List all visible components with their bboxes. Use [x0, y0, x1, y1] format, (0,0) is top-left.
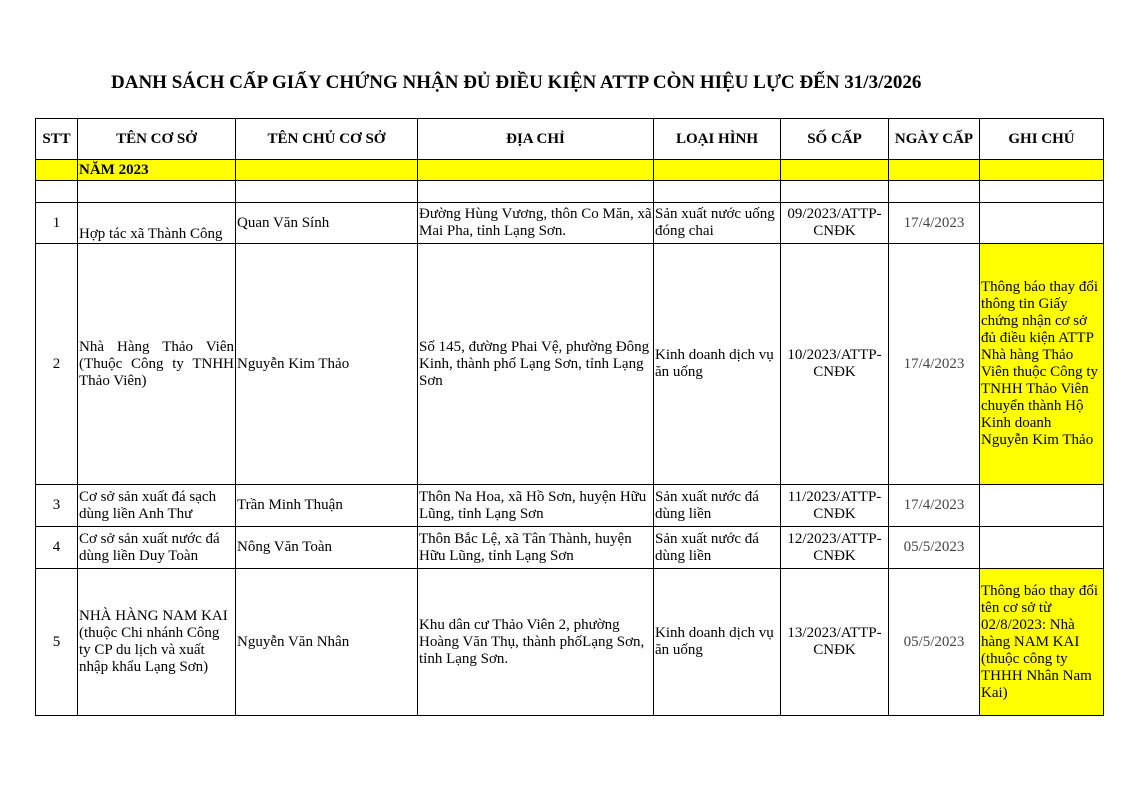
header-so-cap: SỐ CẤP [781, 119, 889, 160]
cell-loai-hinh: Kinh doanh dịch vụ ăn uống [654, 569, 781, 716]
table-row [36, 527, 1104, 569]
cell-ten-co-so: Hợp tác xã Thành Công [78, 203, 236, 244]
blank-row [36, 181, 1104, 203]
cell-dia-chi: Đường Hùng Vương, thôn Co Măn, xã Mai Pha, tỉnh Lạng Sơn. [418, 203, 654, 244]
cell-ten-chu-co-so: Quan Văn Sính [236, 203, 418, 244]
header-loai-hinh: LOẠI HÌNH [654, 119, 781, 160]
cell-so-cap: 09/2023/ATTP-CNĐK [781, 203, 889, 244]
header-dia-chi: ĐỊA CHỈ [418, 119, 654, 160]
cell-dia-chi: Thôn Bắc Lệ, xã Tân Thành, huyện Hữu Lũng, tỉnh Lạng Sơn [418, 527, 654, 569]
cell-ngay-cap: 17/4/2023 [889, 203, 980, 244]
cell-stt: 2 [36, 244, 78, 485]
header-ten-chu-co-so: TÊN CHỦ CƠ SỞ [236, 119, 418, 160]
table-row [36, 569, 1104, 716]
cell-stt: 5 [36, 569, 78, 716]
cell-ghi-chu [980, 485, 1104, 527]
header-ngay-cap: NGÀY CẤP [889, 119, 980, 160]
cell-ten-co-so: Nhà Hàng Thảo Viên (Thuộc Công ty TNHH Thảo Viên) [78, 244, 236, 485]
year-group-row [36, 160, 1104, 181]
cell-dia-chi: Số 145, đường Phai Vệ, phường Đông Kinh, thành phố Lạng Sơn, tỉnh Lạng Sơn [418, 244, 654, 485]
cell-ngay-cap: 05/5/2023 [889, 569, 980, 716]
cell-ten-chu-co-so: Trần Minh Thuận [236, 485, 418, 527]
cell-ngay-cap: 17/4/2023 [889, 244, 980, 485]
table-header-row [36, 119, 1104, 160]
cell-so-cap: 11/2023/ATTP-CNĐK [781, 485, 889, 527]
table-row [36, 203, 1104, 244]
table-row [36, 485, 1104, 527]
header-stt: STT [36, 119, 78, 160]
cell-ten-chu-co-so: Nguyễn Kim Thảo [236, 244, 418, 485]
cell-so-cap: 10/2023/ATTP-CNĐK [781, 244, 889, 485]
cell-ten-co-so: Cơ sở sản xuất nước đá dùng liền Duy Toàn [78, 527, 236, 569]
certificate-table [35, 118, 1104, 716]
cell-so-cap: 12/2023/ATTP-CNĐK [781, 527, 889, 569]
cell-loai-hinh: Sản xuất nước uống đóng chai [654, 203, 781, 244]
cell-dia-chi: Thôn Na Hoa, xã Hồ Sơn, huyện Hữu Lũng, tỉnh Lạng Sơn [418, 485, 654, 527]
cell-stt: 4 [36, 527, 78, 569]
cell-ghi-chu: Thông báo thay đổi tên cơ sở từ 02/8/2023: Nhà hàng NAM KAI (thuộc công ty THHH Nhân Nam Kai) [980, 569, 1104, 716]
cell-stt: 3 [36, 485, 78, 527]
year-label: NĂM 2023 [78, 160, 236, 181]
cell-stt: 1 [36, 203, 78, 244]
cell-ghi-chu: Thông báo thay đổi thông tin Giấy chứng nhận cơ sở đủ điều kiện ATTP Nhà hàng Thảo Viên thuộc Công ty TNHH Thảo Viên chuyển thành Hộ Kinh doanh Nguyễn Kim Thảo [980, 244, 1104, 485]
cell-loai-hinh: Kinh doanh dịch vụ ăn uống [654, 244, 781, 485]
cell-loai-hinh: Sản xuất nước đá dùng liền [654, 485, 781, 527]
cell-ngay-cap: 17/4/2023 [889, 485, 980, 527]
cell-dia-chi: Khu dân cư Thảo Viên 2, phường Hoàng Văn Thụ, thành phốLạng Sơn, tỉnh Lạng Sơn. [418, 569, 654, 716]
header-ghi-chu: GHI CHÚ [980, 119, 1104, 160]
table-row [36, 244, 1104, 485]
cell-ten-co-so: Cơ sở sản xuất đá sạch dùng liền Anh Thư [78, 485, 236, 527]
cell-ten-chu-co-so: Nguyễn Văn Nhân [236, 569, 418, 716]
cell-ten-chu-co-so: Nông Văn Toàn [236, 527, 418, 569]
cell-so-cap: 13/2023/ATTP-CNĐK [781, 569, 889, 716]
cell-ngay-cap: 05/5/2023 [889, 527, 980, 569]
document-title: DANH SÁCH CẤP GIẤY CHỨNG NHẬN ĐỦ ĐIỀU KIỆN ATTP CÒN HIỆU LỰC ĐẾN 31/3/2026 [111, 72, 922, 93]
cell-loai-hinh: Sản xuất nước đá dùng liền [654, 527, 781, 569]
header-ten-co-so: TÊN CƠ SỞ [78, 119, 236, 160]
cell-ten-co-so: NHÀ HÀNG NAM KAI (thuộc Chi nhánh Công ty CP du lịch và xuất nhập khẩu Lạng Sơn) [78, 569, 236, 716]
cell-ghi-chu [980, 203, 1104, 244]
cell-ghi-chu [980, 527, 1104, 569]
